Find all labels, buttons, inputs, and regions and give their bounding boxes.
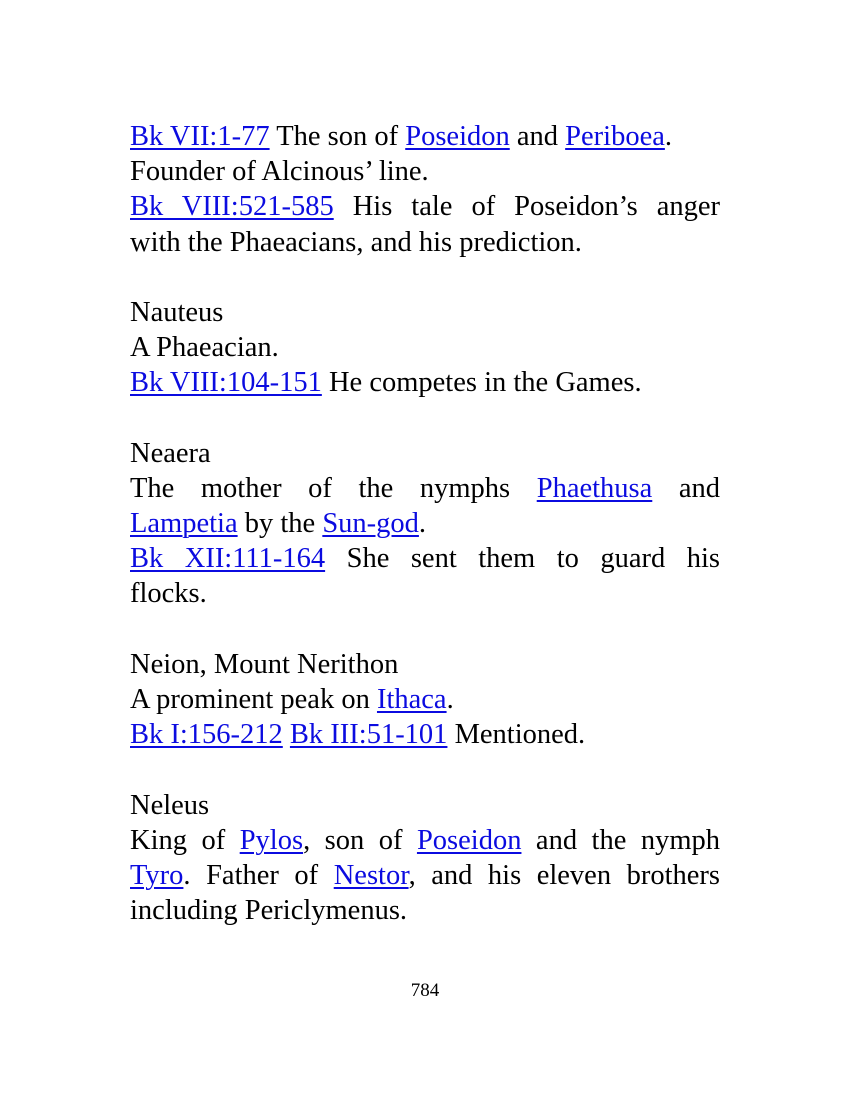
entry-text: King of <box>130 824 240 856</box>
ref-link-bk-vii-1-77[interactable]: Bk VII:1-77 <box>130 121 270 152</box>
entry-ref-line-nauteus <box>130 365 720 400</box>
entry-text: by the <box>237 508 323 540</box>
entry-heading-neaera: Neaera <box>130 437 211 469</box>
entry-ref-line-neion <box>130 717 720 752</box>
ref-link-bk-i-156-212[interactable]: Bk I:156-212 <box>130 719 283 751</box>
entry-ref-line-neaera <box>130 541 720 576</box>
link-nestor[interactable]: Nestor <box>333 859 409 891</box>
page-number: 784 <box>410 980 440 1001</box>
entry-text: A prominent peak on <box>130 684 377 715</box>
entry-desc-neleus-line-3: including Periclymenus. <box>130 895 408 927</box>
spacer <box>130 401 720 436</box>
entry-prev-line-4: with the Phaeacians, and his prediction. <box>130 226 582 258</box>
entry-heading-neion: Neion, Mount Nerithon <box>130 648 399 680</box>
entry-text: The son of <box>269 121 406 152</box>
entry-desc-neleus-line-2 <box>130 858 720 893</box>
entry-text: and <box>652 472 721 504</box>
entry-text: She sent them to guard his <box>325 543 720 575</box>
entry-text <box>283 719 290 750</box>
link-ithaca[interactable]: Ithaca <box>376 684 447 715</box>
entry-text: He competes in the Games. <box>321 367 642 399</box>
entry-text: and <box>509 121 566 152</box>
link-poseidon[interactable]: Poseidon <box>416 824 522 856</box>
document-body <box>130 119 720 928</box>
entry-text: . <box>664 121 672 152</box>
link-periboea[interactable]: Periboea <box>565 121 665 152</box>
ref-link-bk-viii-104-151[interactable]: Bk VIII:104-151 <box>130 367 322 399</box>
entry-desc-neaera-line-2 <box>130 506 720 541</box>
entry-ref-line-neaera-2: flocks. <box>130 578 207 610</box>
entry-text: . Father of <box>183 859 334 891</box>
entry-prev-line-1 <box>130 119 720 154</box>
entry-text: and the nymph <box>521 824 720 856</box>
entry-text: His tale of Poseidon’s anger <box>333 191 720 223</box>
entry-heading-neleus: Neleus <box>130 789 210 821</box>
entry-desc-neleus-line-1 <box>130 823 720 858</box>
entry-text: , and his eleven brothers <box>408 859 720 891</box>
link-sun-god[interactable]: Sun-god <box>322 508 419 540</box>
entry-prev-line-2: Founder of Alcinous’ line. <box>130 156 429 188</box>
link-poseidon[interactable]: Poseidon <box>405 121 510 152</box>
spacer <box>130 752 720 787</box>
link-phaethusa[interactable]: Phaethusa <box>536 472 653 504</box>
spacer <box>130 260 720 295</box>
ref-link-bk-viii-521-585[interactable]: Bk VIII:521-585 <box>130 191 334 223</box>
entry-desc-neaera-line-1 <box>130 471 720 506</box>
ref-link-bk-xii-111-164[interactable]: Bk XII:111-164 <box>130 543 326 575</box>
entry-text: The mother of the nymphs <box>130 472 537 504</box>
entry-heading-nauteus: Nauteus <box>130 296 224 328</box>
entry-text: Mentioned. <box>447 719 586 751</box>
entry-text: . <box>446 684 454 715</box>
entry-text: , son of <box>303 824 417 856</box>
entry-desc-neion <box>130 682 720 717</box>
entry-prev-line-3 <box>130 189 720 224</box>
spacer <box>130 612 720 647</box>
link-lampetia[interactable]: Lampetia <box>130 508 238 540</box>
link-pylos[interactable]: Pylos <box>239 824 304 856</box>
entry-desc-nauteus: A Phaeacian. <box>130 332 279 364</box>
ref-link-bk-iii-51-101[interactable]: Bk III:51-101 <box>289 719 448 751</box>
link-tyro[interactable]: Tyro <box>130 859 184 891</box>
entry-text: . <box>418 508 427 540</box>
